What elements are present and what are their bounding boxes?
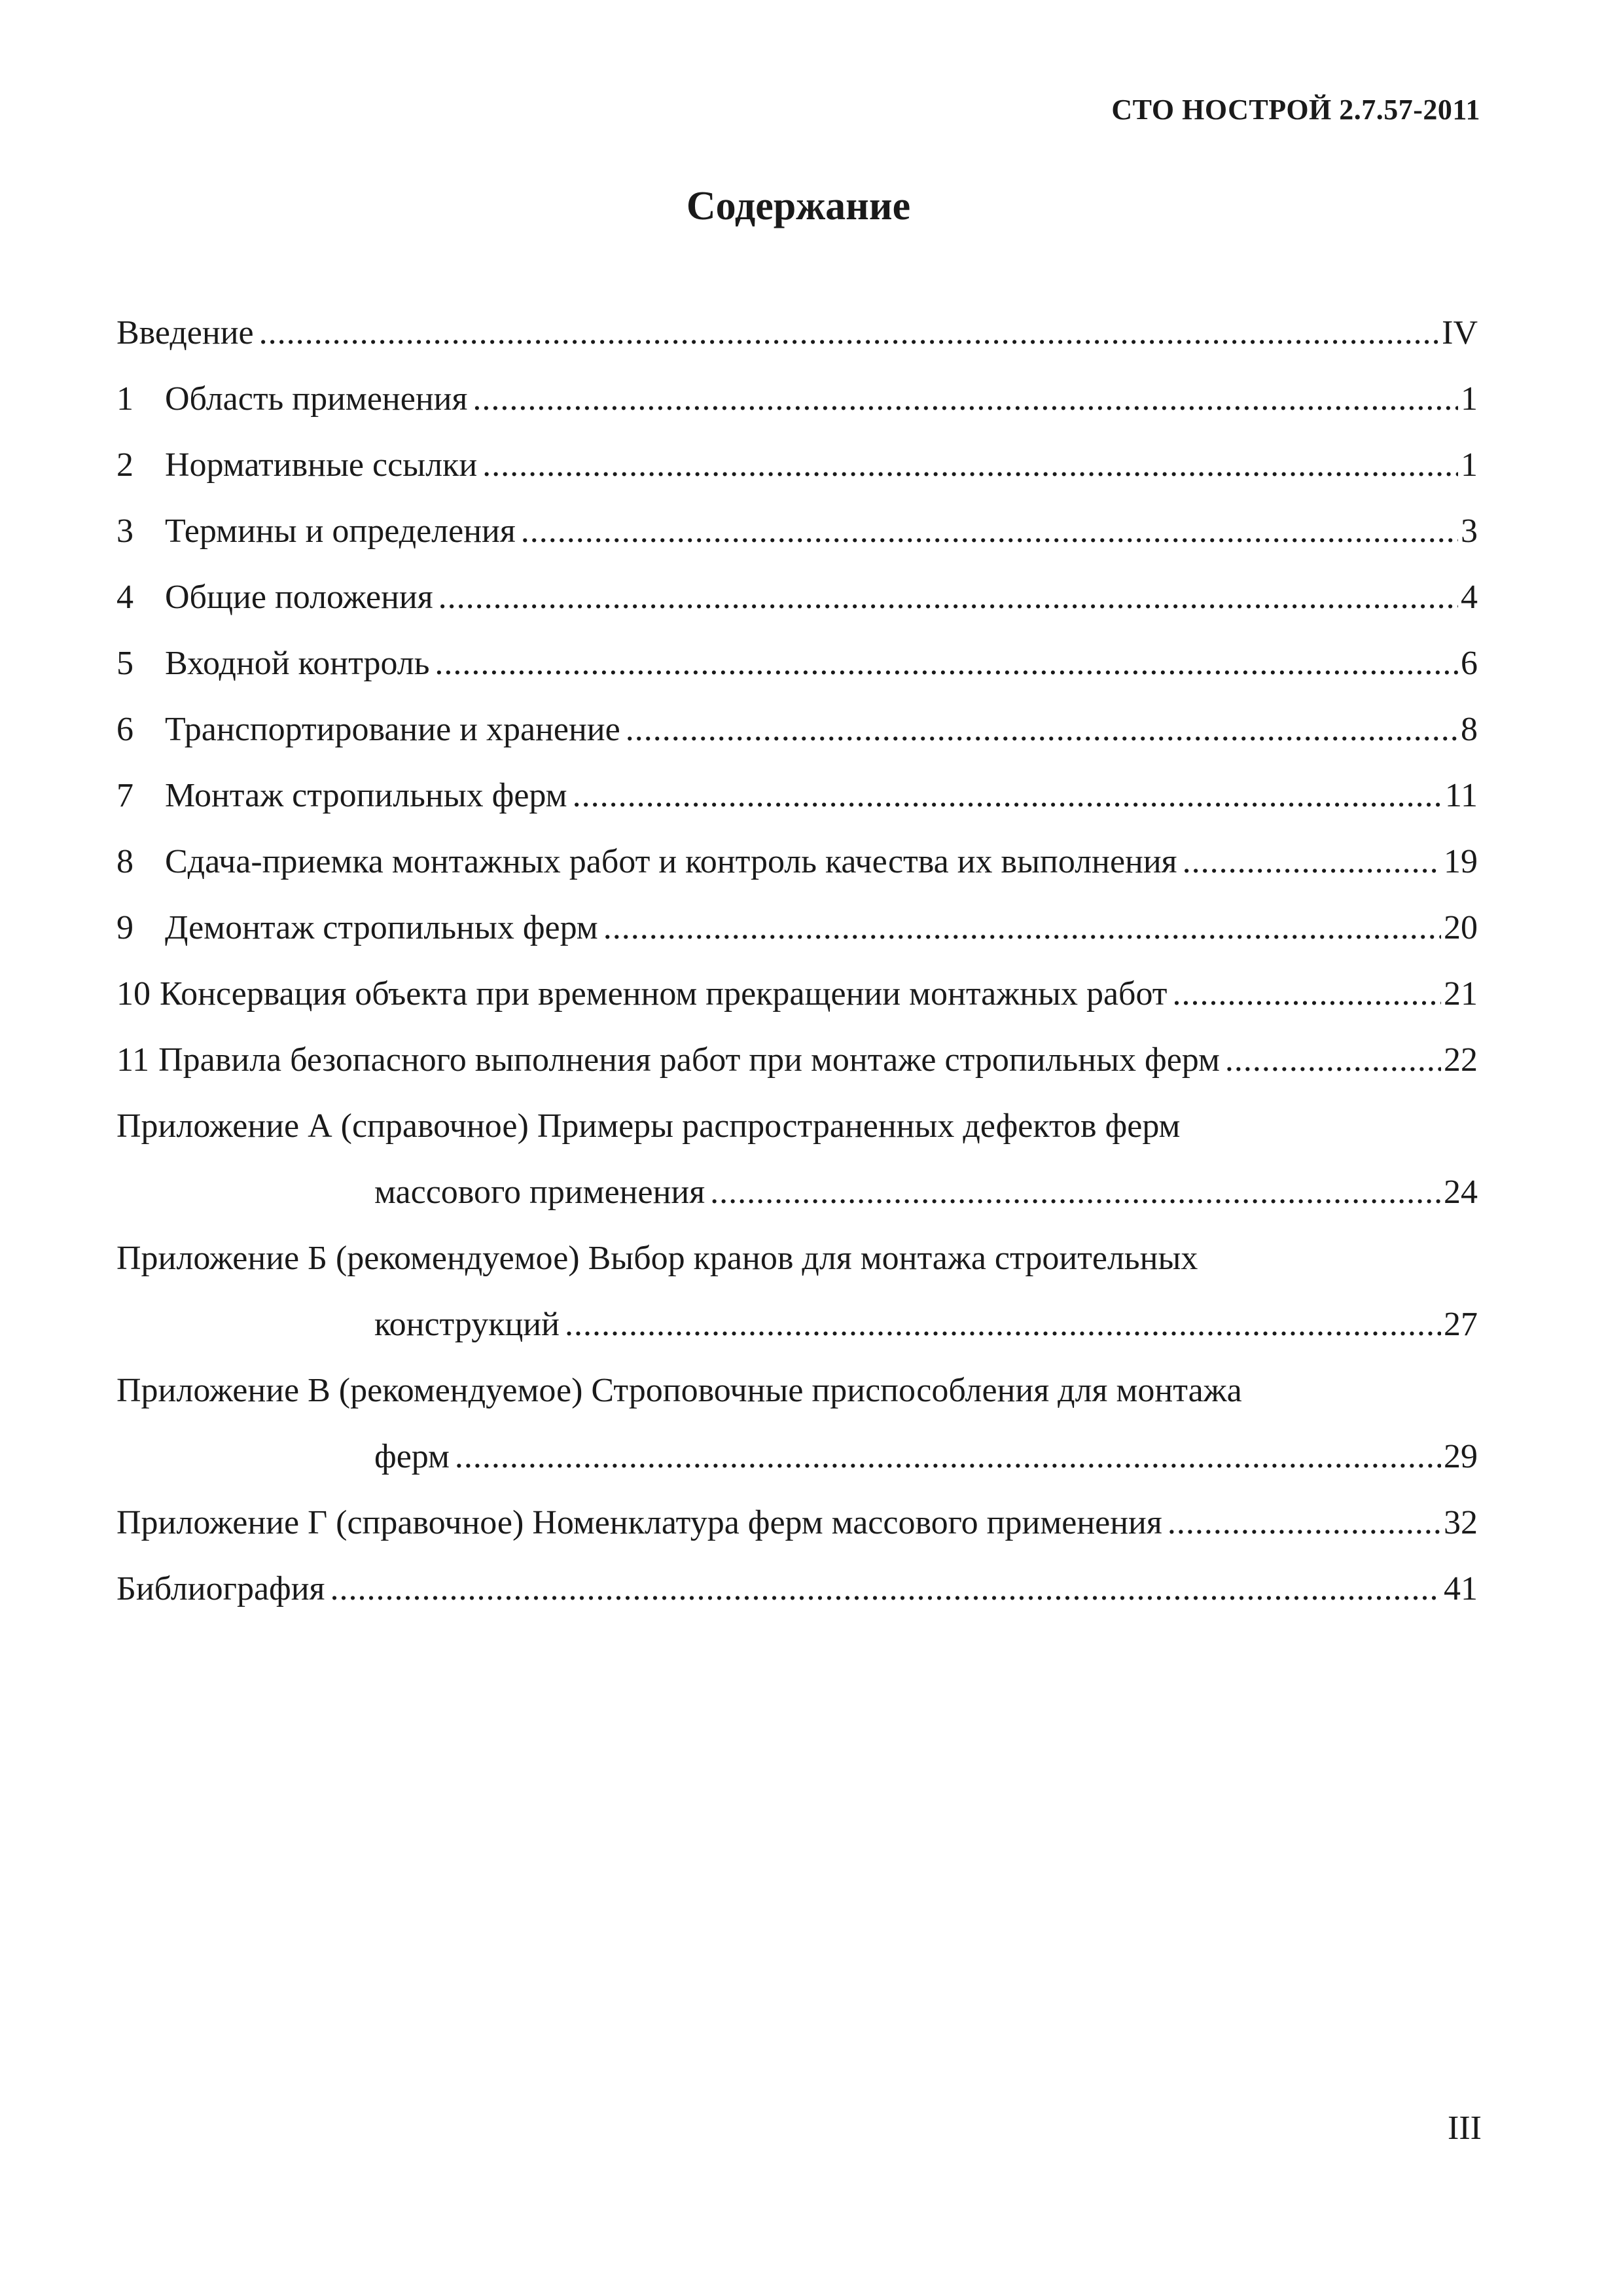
toc-entry-page: 29 [1444,1438,1478,1475]
toc-entry-10[interactable] [116,961,1478,1027]
toc-entry-label: Приложение Г (справочное) Номенклатура ферм массового применения [116,1504,1162,1541]
toc-entry-8[interactable] [116,829,1478,895]
toc-entry-label: Нормативные ссылки [165,446,478,484]
document-code: СТО НОСТРОЙ 2.7.57-2011 [1111,94,1480,126]
toc-entry-5[interactable] [116,630,1478,696]
toc-entry-page: 1 [1461,380,1478,418]
dot-leader [330,1556,1441,1622]
dot-leader [1225,1027,1441,1093]
toc-entry-label: Общие положения [165,579,433,616]
toc-entry-number: 7 [116,777,134,814]
toc-entry-number: 10 [116,975,151,1013]
toc-entry-label: конструкций [374,1306,560,1343]
toc-entry-3[interactable] [116,498,1478,564]
toc-entry-label: Монтаж стропильных ферм [165,777,567,814]
toc-entry-2[interactable] [116,432,1478,498]
toc-entry-number: 8 [116,843,134,880]
page-number: III [1448,2109,1482,2147]
toc-entry-page: IV [1442,314,1478,351]
toc-entry-introduction[interactable] [116,300,1478,366]
toc-appendix-a[interactable] [116,1093,1478,1225]
toc-appendix-v[interactable] [116,1357,1478,1490]
toc-entry-label: Консервация объекта при временном прекращении монтажных работ [160,975,1168,1013]
toc-appendix-b[interactable] [116,1225,1478,1357]
toc-entry-bibliography[interactable] [116,1556,1478,1622]
table-of-contents [116,300,1478,1622]
dot-leader [626,696,1458,762]
toc-entry-page: 27 [1444,1306,1478,1343]
dot-leader [603,895,1441,961]
toc-entry-7[interactable] [116,762,1478,829]
dot-leader [455,1424,1441,1490]
toc-entry-number: 9 [116,909,134,946]
dot-leader [573,762,1442,829]
toc-appendix-title: Приложение А (справочное) Примеры распространенных дефектов ферм [116,1107,1181,1145]
toc-appendix-continuation [116,1291,1478,1357]
toc-entry-number: 5 [116,645,134,682]
toc-entry-page: 21 [1444,975,1478,1013]
toc-entry-6[interactable] [116,696,1478,762]
toc-entry-number: 2 [116,446,134,484]
toc-entry-number: 3 [116,512,134,550]
dot-leader [565,1291,1441,1357]
toc-entry-label: Область применения [165,380,468,418]
toc-entry-number: 6 [116,711,134,748]
dot-leader [473,366,1458,432]
toc-entry-page: 22 [1444,1041,1478,1079]
toc-appendix-g[interactable] [116,1490,1478,1556]
dot-leader [438,564,1458,630]
toc-entry-label: Входной контроль [165,645,430,682]
toc-entry-label: ферм [374,1438,450,1475]
toc-entry-page: 11 [1444,777,1478,814]
toc-entry-page: 20 [1444,909,1478,946]
dot-leader [521,498,1458,564]
toc-entry-page: 4 [1461,579,1478,616]
toc-entry-page: 41 [1444,1570,1478,1607]
toc-entry-page: 32 [1444,1504,1478,1541]
toc-entry-label: Транспортирование и хранение [165,711,620,748]
toc-entry-9[interactable] [116,895,1478,961]
toc-entry-1[interactable] [116,366,1478,432]
toc-entry-4[interactable] [116,564,1478,630]
toc-entry-number: 11 [116,1041,150,1079]
toc-entry-label: Библиография [116,1570,325,1607]
toc-entry-page: 8 [1461,711,1478,748]
dot-leader [1183,829,1441,895]
toc-appendix-title: Приложение В (рекомендуемое) Строповочные приспособления для монтажа [116,1372,1242,1409]
toc-appendix-continuation [116,1159,1478,1225]
toc-entry-page: 6 [1461,645,1478,682]
page-title: Содержание [686,184,911,228]
dot-leader [482,432,1458,498]
toc-entry-number: 4 [116,579,134,616]
toc-appendix-title: Приложение Б (рекомендуемое) Выбор кранов для монтажа строительных [116,1240,1198,1277]
toc-entry-label: Термины и определения [165,512,516,550]
dot-leader [259,300,1440,366]
dot-leader [710,1159,1441,1225]
toc-entry-page: 3 [1461,512,1478,550]
toc-entry-page: 24 [1444,1174,1478,1211]
toc-entry-page: 1 [1461,446,1478,484]
toc-appendix-continuation [116,1424,1478,1490]
toc-entry-label: Правила безопасного выполнения работ при монтаже стропильных ферм [158,1041,1220,1079]
dot-leader [435,630,1458,696]
toc-entry-page: 19 [1444,843,1478,880]
toc-entry-number: 1 [116,380,134,418]
dot-leader [1173,961,1441,1027]
toc-entry-label: Демонтаж стропильных ферм [165,909,598,946]
toc-entry-11[interactable] [116,1027,1478,1093]
toc-entry-label: Введение [116,314,254,351]
dot-leader [1168,1490,1441,1556]
toc-entry-label: Сдача-приемка монтажных работ и контроль качества их выполнения [165,843,1177,880]
toc-entry-label: массового применения [374,1174,705,1211]
